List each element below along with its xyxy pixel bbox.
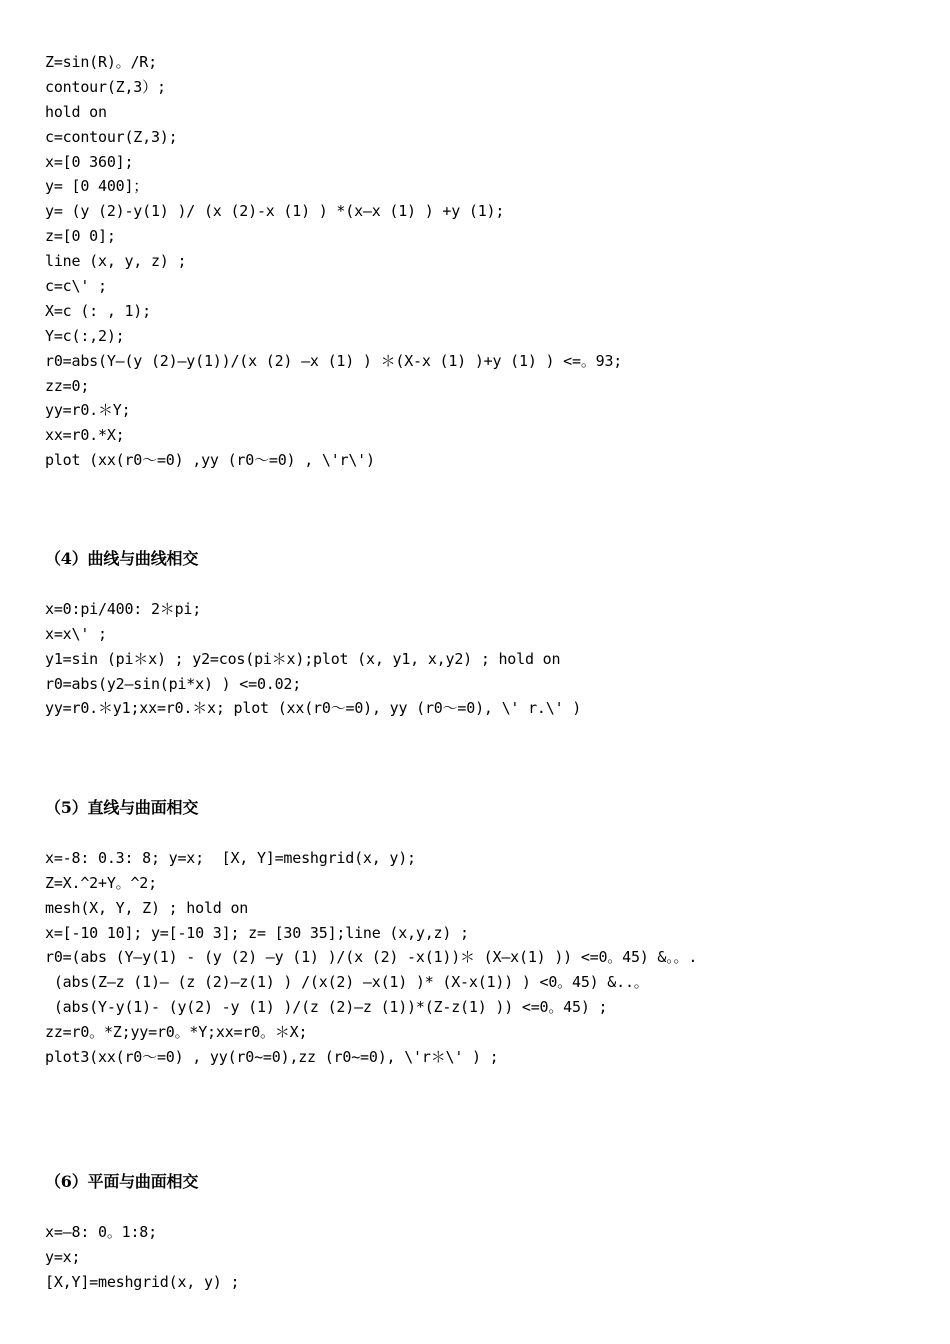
code-line: x=[-10 10]; y=[-10 3]; z= [30 35];line (x,y,z) ;: [45, 923, 469, 942]
section-line-surface: [45, 796, 925, 1070]
section-heading: （5）直线与曲面相交: [45, 798, 199, 817]
code-line: x=x\' ;: [45, 624, 107, 643]
code-line: x=—8: 0。1:8;: [45, 1222, 157, 1241]
section-plane-surface: [45, 1170, 925, 1295]
code-line: x=-8: 0.3: 8; y=x; [X, Y]=meshgrid(x, y);: [45, 848, 416, 867]
code-line: hold on: [45, 102, 107, 121]
code-line: Z=sin(R)。/R;: [45, 53, 157, 71]
code-line: x=[0 360];: [45, 152, 134, 171]
code-line: (abs(Z—z (1)— (z (2)—z(1) ) /(x(2) —x(1) )* (X-x(1)) ) <0。45) &..。: [45, 973, 649, 992]
code-line: line (x, y, z) ;: [45, 252, 187, 271]
code-line: y1=sin (pi＊x) ; y2=cos(pi＊x);plot (x, y1, x,y2) ; hold on: [45, 649, 561, 668]
code-line: z=[0 0];: [45, 227, 116, 246]
section-curve-curve: [45, 547, 925, 721]
code-line: [X,Y]=meshgrid(x, y) ;: [45, 1272, 240, 1291]
code-line: mesh(X, Y, Z) ; hold on: [45, 898, 249, 917]
code-line: c=contour(Z,3);: [45, 127, 178, 146]
code-line: zz=0;: [45, 376, 90, 395]
code-line: (abs(Y-y(1)- (y(2) -y (1) )/(z (2)—z (1))*(Z-z(1) )) <=0。45) ;: [45, 998, 608, 1017]
code-line: plot (xx(r0～=0) ,yy (r0～=0) , \'r\'): [45, 451, 375, 470]
code-line: y= (y (2)-y(1) )/ (x (2)-x (1) ) *(x—x (1) ) +y (1);: [45, 202, 505, 221]
section-heading: （6）平面与曲面相交: [45, 1172, 199, 1191]
code-line: x=0:pi/400: 2＊pi;: [45, 599, 202, 618]
code-line: r0=abs(y2—sin(pi*x) ) <=0.02;: [45, 674, 302, 693]
code-line: X=c (: , 1);: [45, 301, 151, 320]
code-line: y= [0 400]；: [45, 177, 149, 196]
code-line: yy=r0.＊Y;: [45, 401, 131, 420]
code-block-1: [45, 50, 925, 473]
code-line: plot3(xx(r0～=0) , yy(r0~=0),zz (r0~=0), \'r＊\' ) ;: [45, 1048, 499, 1067]
code-line: yy=r0.＊y1;xx=r0.＊x; plot (xx(r0～=0), yy (r0～=0), \' r.\' ): [45, 699, 582, 718]
code-line: Z=X.^2+Y。^2;: [45, 873, 157, 892]
code-line: Y=c(:,2);: [45, 326, 125, 345]
code-line: xx=r0.*X;: [45, 426, 125, 445]
code-line: contour(Z,3）;: [45, 77, 166, 96]
code-line: r0=abs(Y—(y (2)—y(1))/(x (2) —x (1) ) ＊(X-x (1) )+y (1) ) <=。93;: [45, 351, 623, 370]
code-line: c=c\' ;: [45, 277, 107, 296]
code-line: y=x;: [45, 1247, 81, 1266]
code-line: zz=r0。*Z;yy=r0。*Y;xx=r0。＊X;: [45, 1023, 308, 1042]
section-heading: （4）曲线与曲线相交: [45, 549, 199, 568]
code-line: r0=(abs (Y—y(1) - (y (2) —y (1) )/(x (2) -x(1))＊ (X—x(1) )) <=0。45) &。。.: [45, 948, 698, 967]
